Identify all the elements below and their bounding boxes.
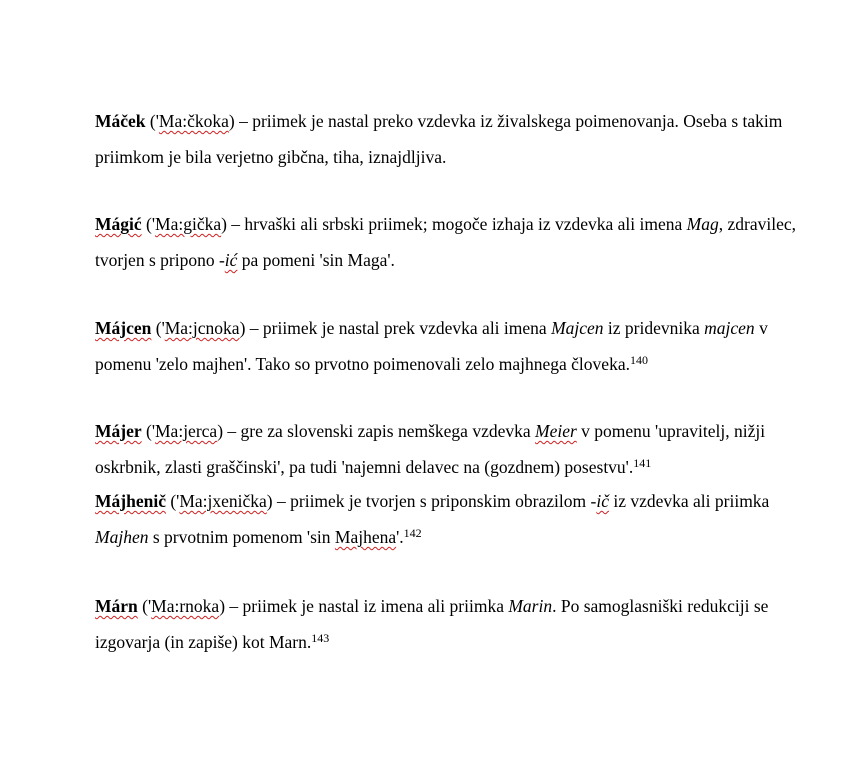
pronunciation: Ma:jerca: [155, 421, 218, 441]
definition: ) – priimek je nastal prek vzdevka ali imena: [239, 318, 552, 338]
headword: Márn: [95, 596, 138, 616]
italic-term: Majhen: [95, 527, 149, 547]
footnote-ref[interactable]: 140: [629, 353, 648, 367]
entry-magic: Mágić ('Ma:gička) – hrvaški ali srbski priimek; mogoče izhaja iz vzdevka ali imena Mag, zdravilec, tvorjen s pripono -ić pa pomeni 'sin Maga'.: [95, 214, 796, 270]
definition: ) – hrvaški ali srbski priimek; mogoče izhaja iz vzdevka ali imena: [221, 214, 687, 234]
italic-term: Majcen: [551, 318, 604, 338]
underlined-term: Majhena: [334, 527, 397, 547]
entry-majcen: Májcen ('Ma:jcnoka) – priimek je nastal prek vzdevka ali imena Majcen iz pridevnika majcen v pomenu 'zelo majhen'. Tako so prvotno poimenovali zelo majhnega človeka.$^{140}$: [95, 318, 768, 374]
definition: ) – priimek je nastal preko vzdevka iz živalskega poimenovanja. Oseba s takim priimkom je bila verjetno gibčna, tiha, iznajdljiva.: [95, 111, 783, 167]
italic-term: Mag: [686, 214, 719, 234]
pronunciation: Ma:gička: [155, 214, 222, 234]
pronunciation: Ma:čkoka: [158, 111, 229, 131]
definition: ) – gre za slovenski zapis nemškega vzdevka: [217, 421, 535, 441]
italic-term: Meier: [535, 421, 577, 441]
italic-term: Marin: [508, 596, 553, 616]
footnote-ref[interactable]: 142: [403, 526, 422, 540]
headword: Mágić: [95, 214, 142, 234]
headword: Májer: [95, 421, 142, 441]
entry-majer: Májer ('Ma:jerca) – gre za slovenski zapis nemškega vzdevka Meier v pomenu 'upravitelj, nižji oskrbnik, zlasti graščinski', pa tudi 'najemni delavec na (gozdnem) posestvu'.$^{141}$: [95, 421, 766, 477]
definition: ) – priimek je tvorjen s priponskim obrazilom -: [266, 491, 597, 511]
pronunciation: Ma:jxenička: [179, 491, 267, 511]
entry-marn: Márn ('Ma:rnoka) – priimek je nastal iz imena ali priimka Marin. Po samoglasniški redukciji se izgovarja (in zapiše) kot Marn.$^{143}$: [95, 596, 769, 652]
footnote-ref[interactable]: 143: [311, 631, 330, 645]
italic-term: majcen: [704, 318, 755, 338]
definition: ) – priimek je nastal iz imena ali priimka: [219, 596, 509, 616]
italic-suffix: ić: [224, 250, 238, 270]
headword: Májhenič: [95, 491, 166, 511]
headword: Máček: [95, 111, 146, 131]
entry-macek: Máček ('Ma:čkoka) – priimek je nastal preko vzdevka iz živalskega poimenovanja. Oseba s takim priimkom je bila verjetno gibčna, tiha, iznajdljiva.: [95, 111, 783, 167]
headword: Májcen: [95, 318, 152, 338]
pronunciation: Ma:jcnoka: [164, 318, 240, 338]
footnote-ref[interactable]: 141: [633, 456, 652, 470]
entry-majhenic: Májhenič ('Ma:jxenička) – priimek je tvorjen s priponskim obrazilom -ič iz vzdevka ali priimka Majhen s prvotnim pomenom 'sin Majhena'.$^{142}$: [95, 491, 770, 547]
italic-suffix: ič: [596, 491, 609, 511]
pronunciation: Ma:rnoka: [151, 596, 220, 616]
